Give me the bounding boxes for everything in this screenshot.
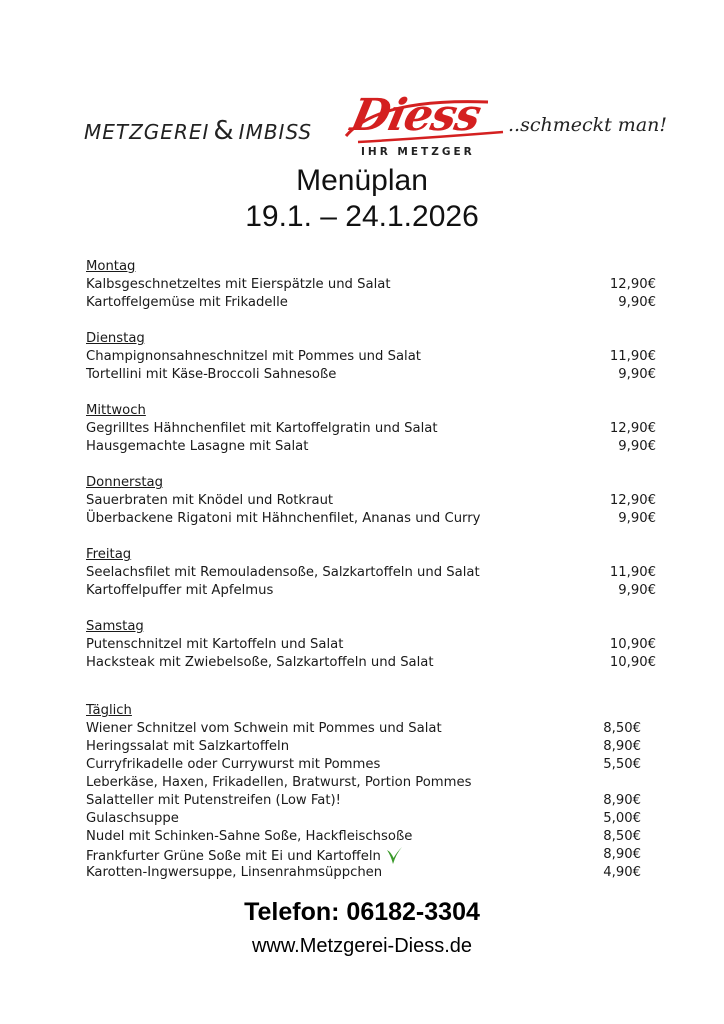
dish-name: Sauerbraten mit Knödel und Rotkraut (86, 493, 334, 508)
brand-name: Diess (346, 90, 485, 141)
header-logo (0, 88, 724, 160)
menu-item (86, 864, 641, 882)
daily-heading: Täglich (86, 703, 132, 718)
brand-left-text (84, 116, 312, 146)
menu-item (86, 492, 656, 510)
menu-item (86, 636, 656, 654)
brand-ampersand: & (213, 116, 235, 146)
brand-imbiss: IMBISS (238, 120, 313, 144)
dish-name: Salatteller mit Putenstreifen (Low Fat)! (86, 793, 341, 808)
daily-menu (86, 702, 641, 882)
dish-price: 9,90€ (618, 511, 656, 526)
day-heading: Mittwoch (86, 403, 146, 418)
day-block (86, 258, 656, 312)
brand-metzgerei: METZGEREI (84, 120, 210, 144)
dish-price: 10,90€ (609, 637, 656, 652)
dish-price: 9,90€ (618, 439, 656, 454)
day-block (86, 474, 656, 528)
dish-name: Hacksteak mit Zwiebelsoße, Salzkartoffeln und Salat (86, 655, 434, 670)
dish-price: 9,90€ (618, 583, 656, 598)
vegetarian-v-icon (385, 846, 403, 866)
brand-slogan: ..schmeckt man! (508, 114, 668, 136)
date-range: 19.1. – 24.1.2026 (245, 200, 479, 233)
dish-name: Hausgemachte Lasagne mit Salat (86, 439, 309, 454)
dish-name: Karotten-Ingwersuppe, Linsenrahmsüppchen (86, 865, 383, 880)
dish-name: Heringssalat mit Salzkartoffeln (86, 739, 290, 754)
dish-price: 8,90€ (603, 847, 641, 862)
dish-name: Gulaschsuppe (86, 811, 179, 826)
dish-name: Frankfurter Grüne Soße mit Ei und Kartoffeln (86, 849, 381, 864)
dish-name: Überbackene Rigatoni mit Hähnchenfilet, Ananas und Curry (86, 511, 481, 526)
dish-name: Leberkäse, Haxen, Frikadellen, Bratwurst, Portion Pommes (86, 775, 472, 790)
dish-name: Gegrilltes Hähnchenfilet mit Kartoffelgratin und Salat (86, 421, 438, 436)
day-block (86, 546, 656, 600)
brand-subtitle: IHR METZGER (361, 146, 475, 158)
menu-item (86, 828, 641, 846)
dish-name: Nudel mit Schinken-Sahne Soße, Hackfleischsoße (86, 829, 413, 844)
dish-price: 8,50€ (603, 829, 641, 844)
menu-list (86, 258, 656, 882)
dish-name: Wiener Schnitzel vom Schwein mit Pommes und Salat (86, 721, 442, 736)
dish-name: Champignonsahneschnitzel mit Pommes und Salat (86, 349, 421, 364)
dish-price: 5,50€ (603, 757, 641, 772)
menu-item (86, 720, 641, 738)
dish-price: 4,90€ (603, 865, 641, 880)
menu-item (86, 438, 656, 456)
dish-price: 8,90€ (603, 793, 641, 808)
menu-item (86, 756, 641, 774)
menu-item (86, 582, 656, 600)
dish-name: Curryfrikadelle oder Currywurst mit Pommes (86, 757, 381, 772)
dish-price: 9,90€ (618, 295, 656, 310)
menu-item (86, 810, 641, 828)
menu-item (86, 564, 656, 582)
dish-price: 10,90€ (609, 655, 656, 670)
day-heading: Donnerstag (86, 475, 163, 490)
menu-item (86, 366, 656, 384)
daily-items (86, 720, 641, 882)
menu-item (86, 294, 656, 312)
dish-price: 8,90€ (603, 739, 641, 754)
dish-price: 8,50€ (603, 721, 641, 736)
menu-item (86, 420, 656, 438)
dish-price: 12,90€ (609, 421, 656, 436)
menu-item (86, 846, 641, 864)
page-title: Menüplan (296, 164, 428, 197)
menu-item (86, 738, 641, 756)
dish-price: 12,90€ (609, 493, 656, 508)
day-heading: Dienstag (86, 331, 145, 346)
phone-number: Telefon: 06182-3304 (244, 898, 480, 926)
dish-name: Tortellini mit Käse-Broccoli Sahnesoße (86, 367, 337, 382)
dish-price: 11,90€ (609, 349, 656, 364)
dish-name: Kartoffelpuffer mit Apfelmus (86, 583, 274, 598)
dish-price: 5,00€ (603, 811, 641, 826)
day-block (86, 618, 656, 672)
day-block (86, 330, 656, 384)
menu-item (86, 774, 641, 792)
day-heading: Freitag (86, 547, 132, 562)
dish-name: Kalbsgeschnetzeltes mit Eierspätzle und Salat (86, 277, 391, 292)
dish-price: 9,90€ (618, 367, 656, 382)
website-link[interactable]: www.Metzgerei-Diess.de (251, 935, 473, 957)
day-heading: Montag (86, 259, 136, 274)
dish-price: 11,90€ (609, 565, 656, 580)
menu-item (86, 654, 656, 672)
dish-name: Kartoffelgemüse mit Frikadelle (86, 295, 288, 310)
weekday-menu (86, 258, 656, 672)
day-block (86, 402, 656, 456)
menu-item (86, 276, 656, 294)
day-heading: Samstag (86, 619, 144, 634)
dish-price: 12,90€ (609, 277, 656, 292)
menu-item (86, 510, 656, 528)
menu-item (86, 348, 656, 366)
dish-name: Putenschnitzel mit Kartoffeln und Salat (86, 637, 344, 652)
menu-item (86, 792, 641, 810)
dish-name: Seelachsfilet mit Remouladensoße, Salzkartoffeln und Salat (86, 565, 480, 580)
